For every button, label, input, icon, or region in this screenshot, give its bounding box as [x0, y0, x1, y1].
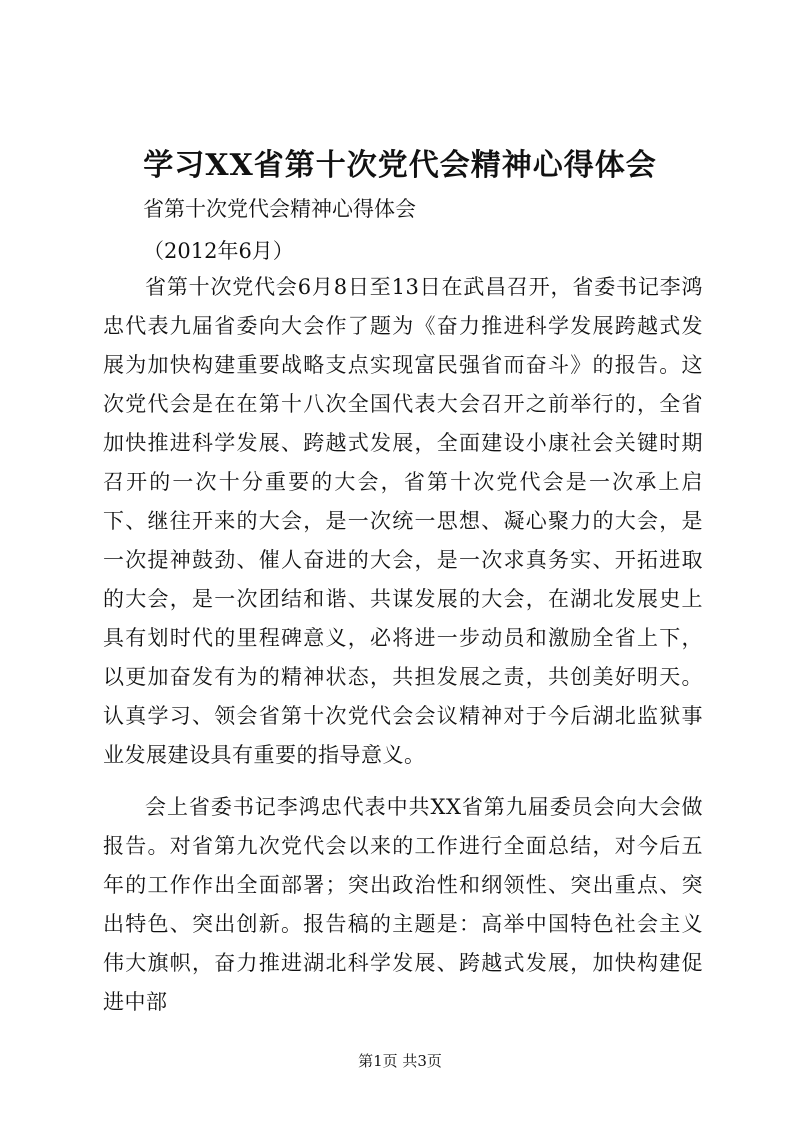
- document-date: （2012年6月）: [143, 239, 294, 263]
- document-title: 学习XX省第十次党代会精神心得体会: [143, 148, 657, 183]
- body-paragraph: 省第十次党代会6月8日至13日在武昌召开，省委书记李鸿忠代表九届省委向大会作了题为《奋力推进科学发展跨越式发展为加快构建重要战略支点实现富民强省而奋斗》的报告。这次党代会是在在第十八次全国代表大会召开之前举行的，全省加快推进科学发展、跨越式发展，全面建设小康社会关键时期召开的一次十分重要的大会，省第十次党代会是一次承上启下、继往开来的大会，是一次统一思想、凝心聚力的大会，是一次提神鼓劲、催人奋进的大会，是一次求真务实、开拓进取的大会，是一次团结和谐、共谋发展的大会，在湖北发展史上具有划时代的里程碑意义，必将进一步动员和激励全省上下，以更加奋发有为的精神状态，共担发展之责，共创美好明天。认真学习、领会省第十次党代会会议精神对于今后湖北监狱事业发展建设具有重要的指导意义。: [103, 275, 703, 767]
- body-paragraph: 会上省委书记李鸿忠代表中共XX省第九届委员会向大会做报告。对省第九次党代会以来的工作进行全面总结，对今后五年的工作作出全面部署；突出政治性和纲领性、突出重点、突出特色、突出创新。报告稿的主题是：高举中国特色社会主义伟大旗帜，奋力推进湖北科学发展、跨越式发展，加快构建促进中部: [103, 795, 703, 1014]
- document-subtitle: 省第十次党代会精神心得体会: [143, 197, 416, 221]
- page-number-footer: 第1页 共3页: [358, 1052, 442, 1070]
